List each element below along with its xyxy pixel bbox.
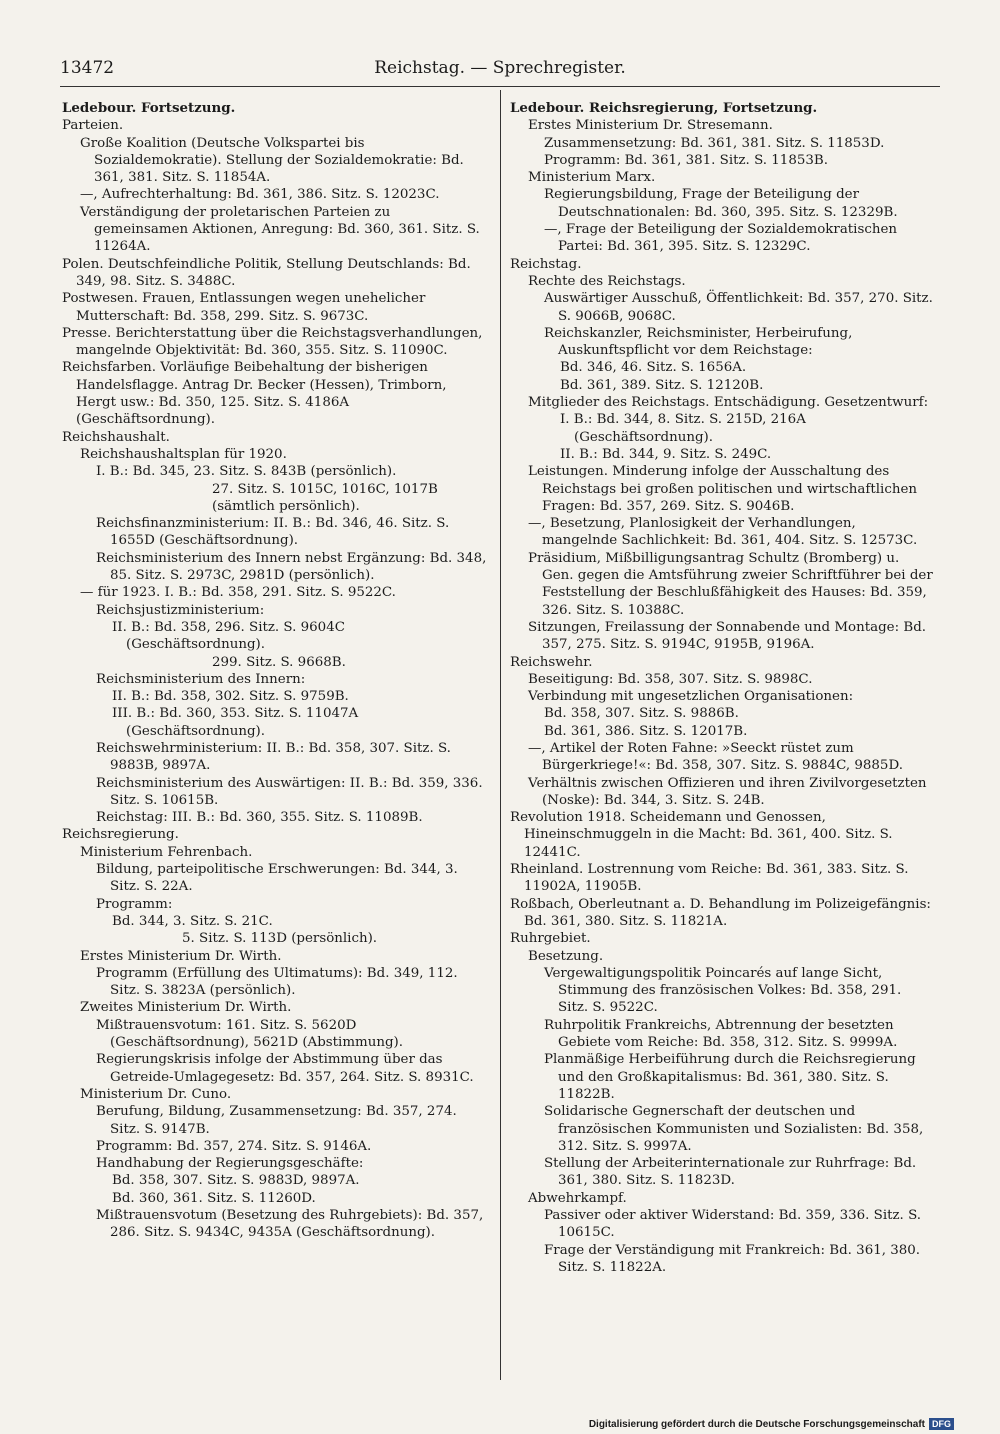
index-entry: Ruhrgebiet. xyxy=(510,931,591,947)
left-column xyxy=(62,100,487,1242)
index-entry: Bd. 360, 361. Sitz. S. 11260D. xyxy=(112,1190,316,1206)
index-entry: Bd. 361, 386. Sitz. S. 12017B. xyxy=(544,723,748,739)
index-entry: Reichstag: III. B.: Bd. 360, 355. Sitz. S. 11089B. xyxy=(96,810,423,826)
index-entry: Programm: Bd. 357, 274. Sitz. S. 9146A. xyxy=(96,1138,372,1154)
running-title: Reichstag. — Sprechregister. xyxy=(374,58,626,78)
index-entry: Rechte des Reichstags. xyxy=(528,273,686,289)
index-entry: II. B.: Bd. 358, 302. Sitz. S. 9759B. xyxy=(112,689,349,705)
index-entry: Zweites Ministerium Dr. Wirth. xyxy=(80,1000,292,1016)
index-entry: Reichstag. xyxy=(510,256,582,272)
index-entry: Erstes Ministerium Dr. Wirth. xyxy=(80,948,282,964)
index-entry: Parteien. xyxy=(62,118,124,134)
index-entry: Auswärtiger Ausschuß, Öffentlichkeit: Bd. 357, 270. Sitz. S. 9066B, 9068C. xyxy=(544,291,933,324)
index-entry: I. B.: Bd. 345, 23. Sitz. S. 843B (persönlich). xyxy=(96,464,397,480)
footer-text: Digitalisierung gefördert durch die Deutsche Forschungsgemeinschaft xyxy=(588,1418,925,1430)
index-entry: 27. Sitz. S. 1015C, 1016C, 1017B (sämtlich persönlich). xyxy=(212,481,438,514)
index-entry: Reichsfarben. Vorläufige Beibehaltung der bisherigen Handelsflagge. Antrag Dr. Becker (Hessen), Trimborn, Hergt usw.: Bd. 350, 125. Sitz. S. 4186A (Geschäftsordnung). xyxy=(62,360,447,428)
index-entry: Rheinland. Lostrennung vom Reiche: Bd. 361, 383. Sitz. S. 11902A, 11905B. xyxy=(510,862,909,895)
index-entry: Ledebour. Reichsregierung, Fortsetzung. xyxy=(510,100,818,116)
index-entry: —, Frage der Beteiligung der Sozialdemokratischen Partei: Bd. 361, 395. Sitz. S. 12329C. xyxy=(544,222,898,255)
index-entry: Reichsministerium des Auswärtigen: II. B.: Bd. 359, 336. Sitz. S. 10615B. xyxy=(96,775,483,808)
index-entry: Verhältnis zwischen Offizieren und ihren Zivilvorgesetzten (Noske): Bd. 344, 3. Sitz. S. 24B. xyxy=(528,775,927,808)
index-entry: Leistungen. Minderung infolge der Ausschaltung des Reichstags bei großen politischen und wirtschaftlichen Fragen: Bd. 357, 269. Sitz. S. 9046B. xyxy=(528,464,917,514)
right-column xyxy=(510,100,935,1276)
index-entry: Planmäßige Herbeiführung durch die Reichsregierung und den Großkapitalismus: Bd. 361, 380. Sitz. S. 11822B. xyxy=(544,1052,916,1102)
index-entry: Reichshaushalt. xyxy=(62,429,170,445)
index-entry: II. B.: Bd. 358, 296. Sitz. S. 9604C (Geschäftsordnung). xyxy=(112,619,345,653)
index-entry: Mitglieder des Reichstags. Entschädigung. Gesetzentwurf: xyxy=(528,395,929,411)
index-entry: —, Besetzung, Planlosigkeit der Verhandlungen, mangelnde Sachlichkeit: Bd. 361, 404. Sitz. S. 12573C. xyxy=(528,516,918,549)
index-entry: Programm (Erfüllung des Ultimatums): Bd. 349, 112. Sitz. S. 3823A (persönlich). xyxy=(96,965,458,999)
index-entry: Roßbach, Oberleutnant a. D. Behandlung im Polizeigefängnis: Bd. 361, 380. Sitz. S. 11821A. xyxy=(510,896,931,929)
header-rule xyxy=(60,86,940,87)
index-entry: Bd. 361, 389. Sitz. S. 12120B. xyxy=(560,377,764,393)
index-entry: Mißtrauensvotum (Besetzung des Ruhrgebiets): Bd. 357, 286. Sitz. S. 9434C, 9435A (Geschäftsordnung). xyxy=(96,1208,484,1241)
index-entry: 299. Sitz. S. 9668B. xyxy=(212,654,346,670)
index-entry: Reichsministerium des Innern: xyxy=(96,671,306,687)
index-entry: Reichsministerium des Innern nebst Ergänzung: Bd. 348, 85. Sitz. S. 2973C, 2981D (persönlich). xyxy=(96,550,487,584)
index-entry: Abwehrkampf. xyxy=(528,1190,627,1206)
index-entry: Bd. 346, 46. Sitz. S. 1656A. xyxy=(560,360,747,376)
dfg-logo: DFG xyxy=(929,1418,954,1430)
index-entry: Vergewaltigungspolitik Poincarés auf lange Sicht, Stimmung des französischen Volkes: Bd. 358, 291. Sitz. S. 9522C. xyxy=(544,965,902,1016)
index-entry: I. B.: Bd. 344, 8. Sitz. S. 215D, 216A (Geschäftsordnung). xyxy=(560,412,806,445)
index-entry: —, Artikel der Roten Fahne: »Seeckt rüstet zum Bürgerkriege!«: Bd. 358, 307. Sitz. S. 9884C, 9885D. xyxy=(528,740,903,774)
index-entry: Solidarische Gegnerschaft der deutschen und französischen Kommunisten und Sozialisten: Bd. 358, 312. Sitz. S. 9997A. xyxy=(544,1104,924,1154)
index-entry: Reichshaushaltsplan für 1920. xyxy=(80,446,287,462)
index-entry: Handhabung der Regierungsgeschäfte: xyxy=(96,1156,364,1172)
footer-credit xyxy=(589,1418,954,1430)
index-entry: Verständigung der proletarischen Parteien zu gemeinsamen Aktionen, Anregung: Bd. 360, 361. Sitz. S. 11264A. xyxy=(80,204,480,255)
index-entry: Passiver oder aktiver Widerstand: Bd. 359, 336. Sitz. S. 10615C. xyxy=(544,1208,922,1241)
index-entry: Programm: xyxy=(96,896,173,912)
index-entry: Beseitigung: Bd. 358, 307. Sitz. S. 9898C. xyxy=(528,671,813,687)
page-number: 13472 xyxy=(60,58,115,78)
index-entry: Zusammensetzung: Bd. 361, 381. Sitz. S. 11853D. xyxy=(544,135,885,151)
index-entry: Große Koalition (Deutsche Volkspartei bis Sozialdemokratie). Stellung der Sozialdemokratie: Bd. 361, 381. Sitz. S. 11854A. xyxy=(80,135,464,186)
index-entry: Revolution 1918. Scheidemann und Genossen, Hineinschmuggeln in die Macht: Bd. 361, 400. Sitz. S. 12441C. xyxy=(510,810,893,860)
index-entry: III. B.: Bd. 360, 353. Sitz. S. 11047A (Geschäftsordnung). xyxy=(112,706,359,739)
index-entry: Regierungskrisis infolge der Abstimmung über das Getreide-Umlagegesetz: Bd. 357, 264. Sitz. S. 8931C. xyxy=(96,1052,474,1085)
index-entry: II. B.: Bd. 344, 9. Sitz. S. 249C. xyxy=(560,446,772,462)
column-divider xyxy=(500,90,501,1380)
index-entry: 5. Sitz. S. 113D (persönlich). xyxy=(182,931,378,947)
index-entry: Reichswehrministerium: II. B.: Bd. 358, 307. Sitz. S. 9883B, 9897A. xyxy=(96,740,451,774)
index-entry: Reichsfinanzministerium: II. B.: Bd. 346, 46. Sitz. S. 1655D (Geschäftsordnung). xyxy=(96,516,450,549)
index-entry: Erstes Ministerium Dr. Stresemann. xyxy=(528,118,773,134)
index-entry: Ruhrpolitik Frankreichs, Abtrennung der besetzten Gebiete vom Reiche: Bd. 358, 312. Sitz. S. 9999A. xyxy=(544,1017,898,1051)
index-entry: Reichskanzler, Reichsminister, Herbeirufung, Auskunftspflicht vor dem Reichstage: xyxy=(544,325,853,359)
index-entry: Sitzungen, Freilassung der Sonnabende und Montage: Bd. 357, 275. Sitz. S. 9194C, 9195B, 9196A. xyxy=(528,619,927,653)
index-entry: Verbindung mit ungesetzlichen Organisationen: xyxy=(528,689,854,705)
index-entry: Besetzung. xyxy=(528,948,604,964)
index-entry: Berufung, Bildung, Zusammensetzung: Bd. 357, 274. Sitz. S. 9147B. xyxy=(96,1104,457,1137)
index-entry: Postwesen. Frauen, Entlassungen wegen unehelicher Mutterschaft: Bd. 358, 299. Sitz. S. 9673C. xyxy=(62,291,426,324)
index-entry: Reichsjustizministerium: xyxy=(96,602,265,618)
index-entry: Frage der Verständigung mit Frankreich: Bd. 361, 380. Sitz. S. 11822A. xyxy=(544,1242,921,1275)
index-entry: Ministerium Fehrenbach. xyxy=(80,844,253,860)
index-entry: Ministerium Dr. Cuno. xyxy=(80,1086,232,1102)
index-entry: Reichsregierung. xyxy=(62,827,179,843)
index-entry: Ledebour. Fortsetzung. xyxy=(62,100,236,116)
index-entry: Mißtrauensvotum: 161. Sitz. S. 5620D (Geschäftsordnung), 5621D (Abstimmung). xyxy=(96,1017,404,1051)
index-entry: Bd. 344, 3. Sitz. S. 21C. xyxy=(112,913,273,929)
index-entry: —, Aufrechterhaltung: Bd. 361, 386. Sitz. S. 12023C. xyxy=(80,187,440,203)
index-entry: Bildung, parteipolitische Erschwerungen: Bd. 344, 3. Sitz. S. 22A. xyxy=(96,862,458,895)
index-entry: — für 1923. I. B.: Bd. 358, 291. Sitz. S. 9522C. xyxy=(80,585,396,601)
index-entry: Programm: Bd. 361, 381. Sitz. S. 11853B. xyxy=(544,152,828,168)
index-entry: Polen. Deutschfeindliche Politik, Stellung Deutschlands: Bd. 349, 98. Sitz. S. 3488C. xyxy=(62,256,471,289)
index-entry: Presse. Berichterstattung über die Reichstagsverhandlungen, mangelnde Objektivität: Bd. 360, 355. Sitz. S. 11090C. xyxy=(62,325,483,359)
index-entry: Reichswehr. xyxy=(510,654,593,670)
index-entry: Präsidium, Mißbilligungsantrag Schultz (Bromberg) u. Gen. gegen die Amtsführung zweier Schriftführer bei der Feststellung der Beschlußfähigkeit des Hauses: Bd. 359, 326. Sitz. S. 10388C. xyxy=(528,550,933,618)
index-entry: Stellung der Arbeiterinternationale zur Ruhrfrage: Bd. 361, 380. Sitz. S. 11823D. xyxy=(544,1156,917,1189)
index-entry: Bd. 358, 307. Sitz. S. 9886B. xyxy=(544,706,739,722)
index-entry: Ministerium Marx. xyxy=(528,170,656,186)
index-entry: Bd. 358, 307. Sitz. S. 9883D, 9897A. xyxy=(112,1173,360,1189)
index-entry: Regierungsbildung, Frage der Beteiligung der Deutschnationalen: Bd. 360, 395. Sitz. S. 12329B. xyxy=(544,187,898,220)
